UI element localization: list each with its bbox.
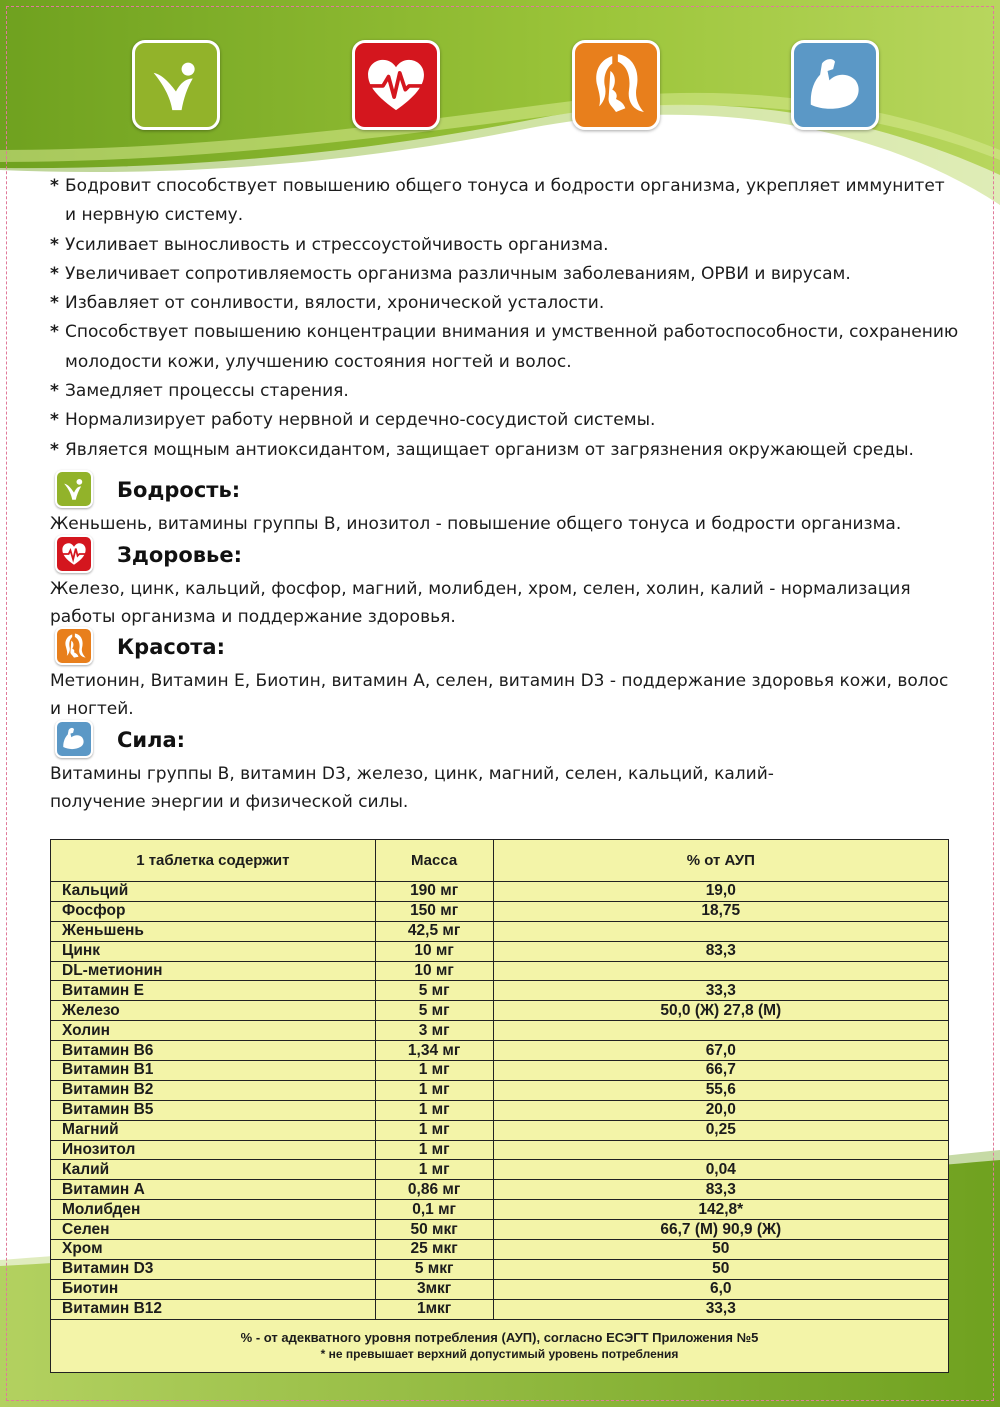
table-cell-name: Витамин В1 [51, 1061, 376, 1081]
table-cell-name: Витамин В5 [51, 1100, 376, 1120]
table-cell-name: Магний [51, 1120, 376, 1140]
table-row [51, 981, 949, 1001]
table-cell-pct [493, 1140, 948, 1160]
table-row [51, 1080, 949, 1100]
table-cell-mass: 1 мг [375, 1080, 493, 1100]
section-title: Красота: [117, 635, 225, 659]
table-cell-mass: 50 мкг [375, 1220, 493, 1240]
table-cell-pct: 50 [493, 1259, 948, 1279]
table-cell-pct: 55,6 [493, 1080, 948, 1100]
flexed-arm-icon [55, 720, 93, 758]
table-cell-mass: 1 мг [375, 1140, 493, 1160]
table-cell-name: Витамин А [51, 1180, 376, 1200]
column-header: 1 таблетка содержит [51, 840, 376, 882]
table-cell-mass: 1мкг [375, 1299, 493, 1319]
table-cell-mass: 25 мкг [375, 1240, 493, 1260]
table-cell-name: Фосфор [51, 901, 376, 921]
table-row [51, 921, 949, 941]
footnote-line: % - от адекватного уровня потребления (АУП), согласно ЕСЭГТ Приложения №5 [240, 1329, 759, 1345]
footnote-line: * не превышает верхний допустимый уровень потребления [320, 1346, 679, 1361]
section-title: Здоровье: [117, 543, 242, 567]
table-body [51, 882, 949, 1320]
table-cell-pct [493, 921, 948, 941]
person-icon [132, 40, 220, 130]
table-cell-mass: 190 мг [375, 882, 493, 902]
table-cell-mass: 0,86 мг [375, 1180, 493, 1200]
column-header: % от АУП [493, 840, 948, 882]
table-cell-name: Женьшень [51, 921, 376, 941]
table-cell-mass: 150 мг [375, 901, 493, 921]
table-cell-pct: 67,0 [493, 1041, 948, 1061]
table-cell-name: Калий [51, 1160, 376, 1180]
table-cell-mass: 42,5 мг [375, 921, 493, 941]
table-cell-pct: 50,0 (Ж) 27,8 (М) [493, 1001, 948, 1021]
table-row [51, 1041, 949, 1061]
table-row [51, 1220, 949, 1240]
list-item: * Способствует повышению концентрации внимания и умственной работоспособности, сохранению молодости кожи, улучшению состояния ногтей и волос. [50, 322, 959, 372]
section-text: Метионин, Витамин Е, Биотин, витамин А, селен, витамин D3 - поддержание здоровья кожи, волос и ногтей. [50, 671, 949, 719]
table-footnote [51, 1319, 949, 1372]
table-row [51, 901, 949, 921]
table-row [51, 1259, 949, 1279]
table-cell-mass: 10 мг [375, 941, 493, 961]
table-cell-name: DL-метионин [51, 961, 376, 981]
table-cell-name: Холин [51, 1021, 376, 1041]
table-cell-name: Цинк [51, 941, 376, 961]
woman-hair-icon [55, 627, 93, 665]
table-cell-pct: 19,0 [493, 882, 948, 902]
table-cell-pct: 33,3 [493, 1299, 948, 1319]
table-cell-pct [493, 961, 948, 981]
table-cell-mass: 0,1 мг [375, 1200, 493, 1220]
table-cell-mass: 3 мг [375, 1021, 493, 1041]
table-row [51, 1061, 949, 1081]
section-energy [50, 470, 955, 538]
column-header: Масса [375, 840, 493, 882]
list-item: * Является мощным антиоксидантом, защищает организм от загрязнения окружающей среды. [50, 439, 914, 460]
table-row [51, 1279, 949, 1299]
table-cell-mass: 3мкг [375, 1279, 493, 1299]
table-cell-pct: 50 [493, 1240, 948, 1260]
section-strength [50, 720, 955, 816]
table-header-row [51, 840, 949, 882]
table-cell-mass: 1 мг [375, 1061, 493, 1081]
table-cell-pct: 0,04 [493, 1160, 948, 1180]
table-row [51, 1160, 949, 1180]
table-cell-pct: 20,0 [493, 1100, 948, 1120]
table-cell-pct: 66,7 [493, 1061, 948, 1081]
table-row [51, 1120, 949, 1140]
table-cell-name: Витамин D3 [51, 1259, 376, 1279]
table-cell-name: Инозитол [51, 1140, 376, 1160]
section-text: Железо, цинк, кальций, фосфор, магний, молибден, хром, селен, холин, калий - нормализация работы организма и поддержание здоровья. [50, 579, 911, 627]
table-row [51, 1021, 949, 1041]
composition-table [50, 839, 949, 1373]
heart-pulse-icon [55, 535, 93, 573]
flexed-arm-icon [791, 40, 879, 130]
table-row [51, 1200, 949, 1220]
list-item: * Бодровит способствует повышению общего тонуса и бодрости организма, укрепляет иммунитет и нервную систему. [50, 176, 945, 226]
table-row [51, 1100, 949, 1120]
table-cell-name: Кальций [51, 882, 376, 902]
list-item: * Замедляет процессы старения. [50, 381, 349, 402]
heart-pulse-icon [352, 40, 440, 130]
table-cell-mass: 5 мг [375, 981, 493, 1001]
table-cell-mass: 5 мг [375, 1001, 493, 1021]
list-item: * Увеличивает сопротивляемость организма различным заболеваниям, ОРВИ и вирусам. [50, 263, 851, 284]
table-cell-mass: 1,34 мг [375, 1041, 493, 1061]
table-row [51, 882, 949, 902]
benefits-list [50, 172, 960, 465]
table-cell-name: Витамин Е [51, 981, 376, 1001]
table-footnote-row [51, 1319, 949, 1372]
section-beauty [50, 627, 955, 723]
section-title: Сила: [117, 728, 186, 752]
feature-icons-row [0, 40, 1000, 134]
table-cell-name: Хром [51, 1240, 376, 1260]
table-cell-pct [493, 1021, 948, 1041]
table-cell-pct: 83,3 [493, 941, 948, 961]
table-cell-mass: 1 мг [375, 1100, 493, 1120]
table-cell-pct: 142,8* [493, 1200, 948, 1220]
list-item: * Нормализирует работу нервной и сердечно-сосудистой системы. [50, 410, 656, 431]
table-cell-pct: 6,0 [493, 1279, 948, 1299]
table-cell-mass: 1 мг [375, 1160, 493, 1180]
table-row [51, 941, 949, 961]
table-row [51, 1180, 949, 1200]
table-row [51, 1140, 949, 1160]
table-cell-mass: 1 мг [375, 1120, 493, 1140]
table-cell-name: Витамин В12 [51, 1299, 376, 1319]
table-cell-mass: 10 мг [375, 961, 493, 981]
list-item: * Усиливает выносливость и стрессоустойчивость организма. [50, 234, 609, 255]
section-text: Женьшень, витамины группы В, инозитол - повышение общего тонуса и бодрости организма. [50, 514, 902, 534]
woman-hair-icon [572, 40, 660, 130]
person-icon [55, 470, 93, 508]
table-cell-name: Железо [51, 1001, 376, 1021]
table-cell-pct: 33,3 [493, 981, 948, 1001]
table-cell-pct: 66,7 (М) 90,9 (Ж) [493, 1220, 948, 1240]
table-cell-mass: 5 мкг [375, 1259, 493, 1279]
table-cell-name: Витамин В6 [51, 1041, 376, 1061]
table-cell-name: Витамин В2 [51, 1080, 376, 1100]
table-cell-name: Молибден [51, 1200, 376, 1220]
table-cell-pct: 18,75 [493, 901, 948, 921]
table-cell-name: Селен [51, 1220, 376, 1240]
table-cell-name: Биотин [51, 1279, 376, 1299]
table-cell-pct: 83,3 [493, 1180, 948, 1200]
section-health [50, 535, 955, 631]
table-row [51, 961, 949, 981]
table-row [51, 1299, 949, 1319]
section-text: Витамины группы В, витамин D3, железо, цинк, магний, селен, кальций, калий- получение энергии и физической силы. [50, 764, 774, 812]
table-row [51, 1001, 949, 1021]
table-row [51, 1240, 949, 1260]
section-title: Бодрость: [117, 478, 241, 502]
list-item: * Избавляет от сонливости, вялости, хронической усталости. [50, 293, 605, 314]
table-cell-pct: 0,25 [493, 1120, 948, 1140]
